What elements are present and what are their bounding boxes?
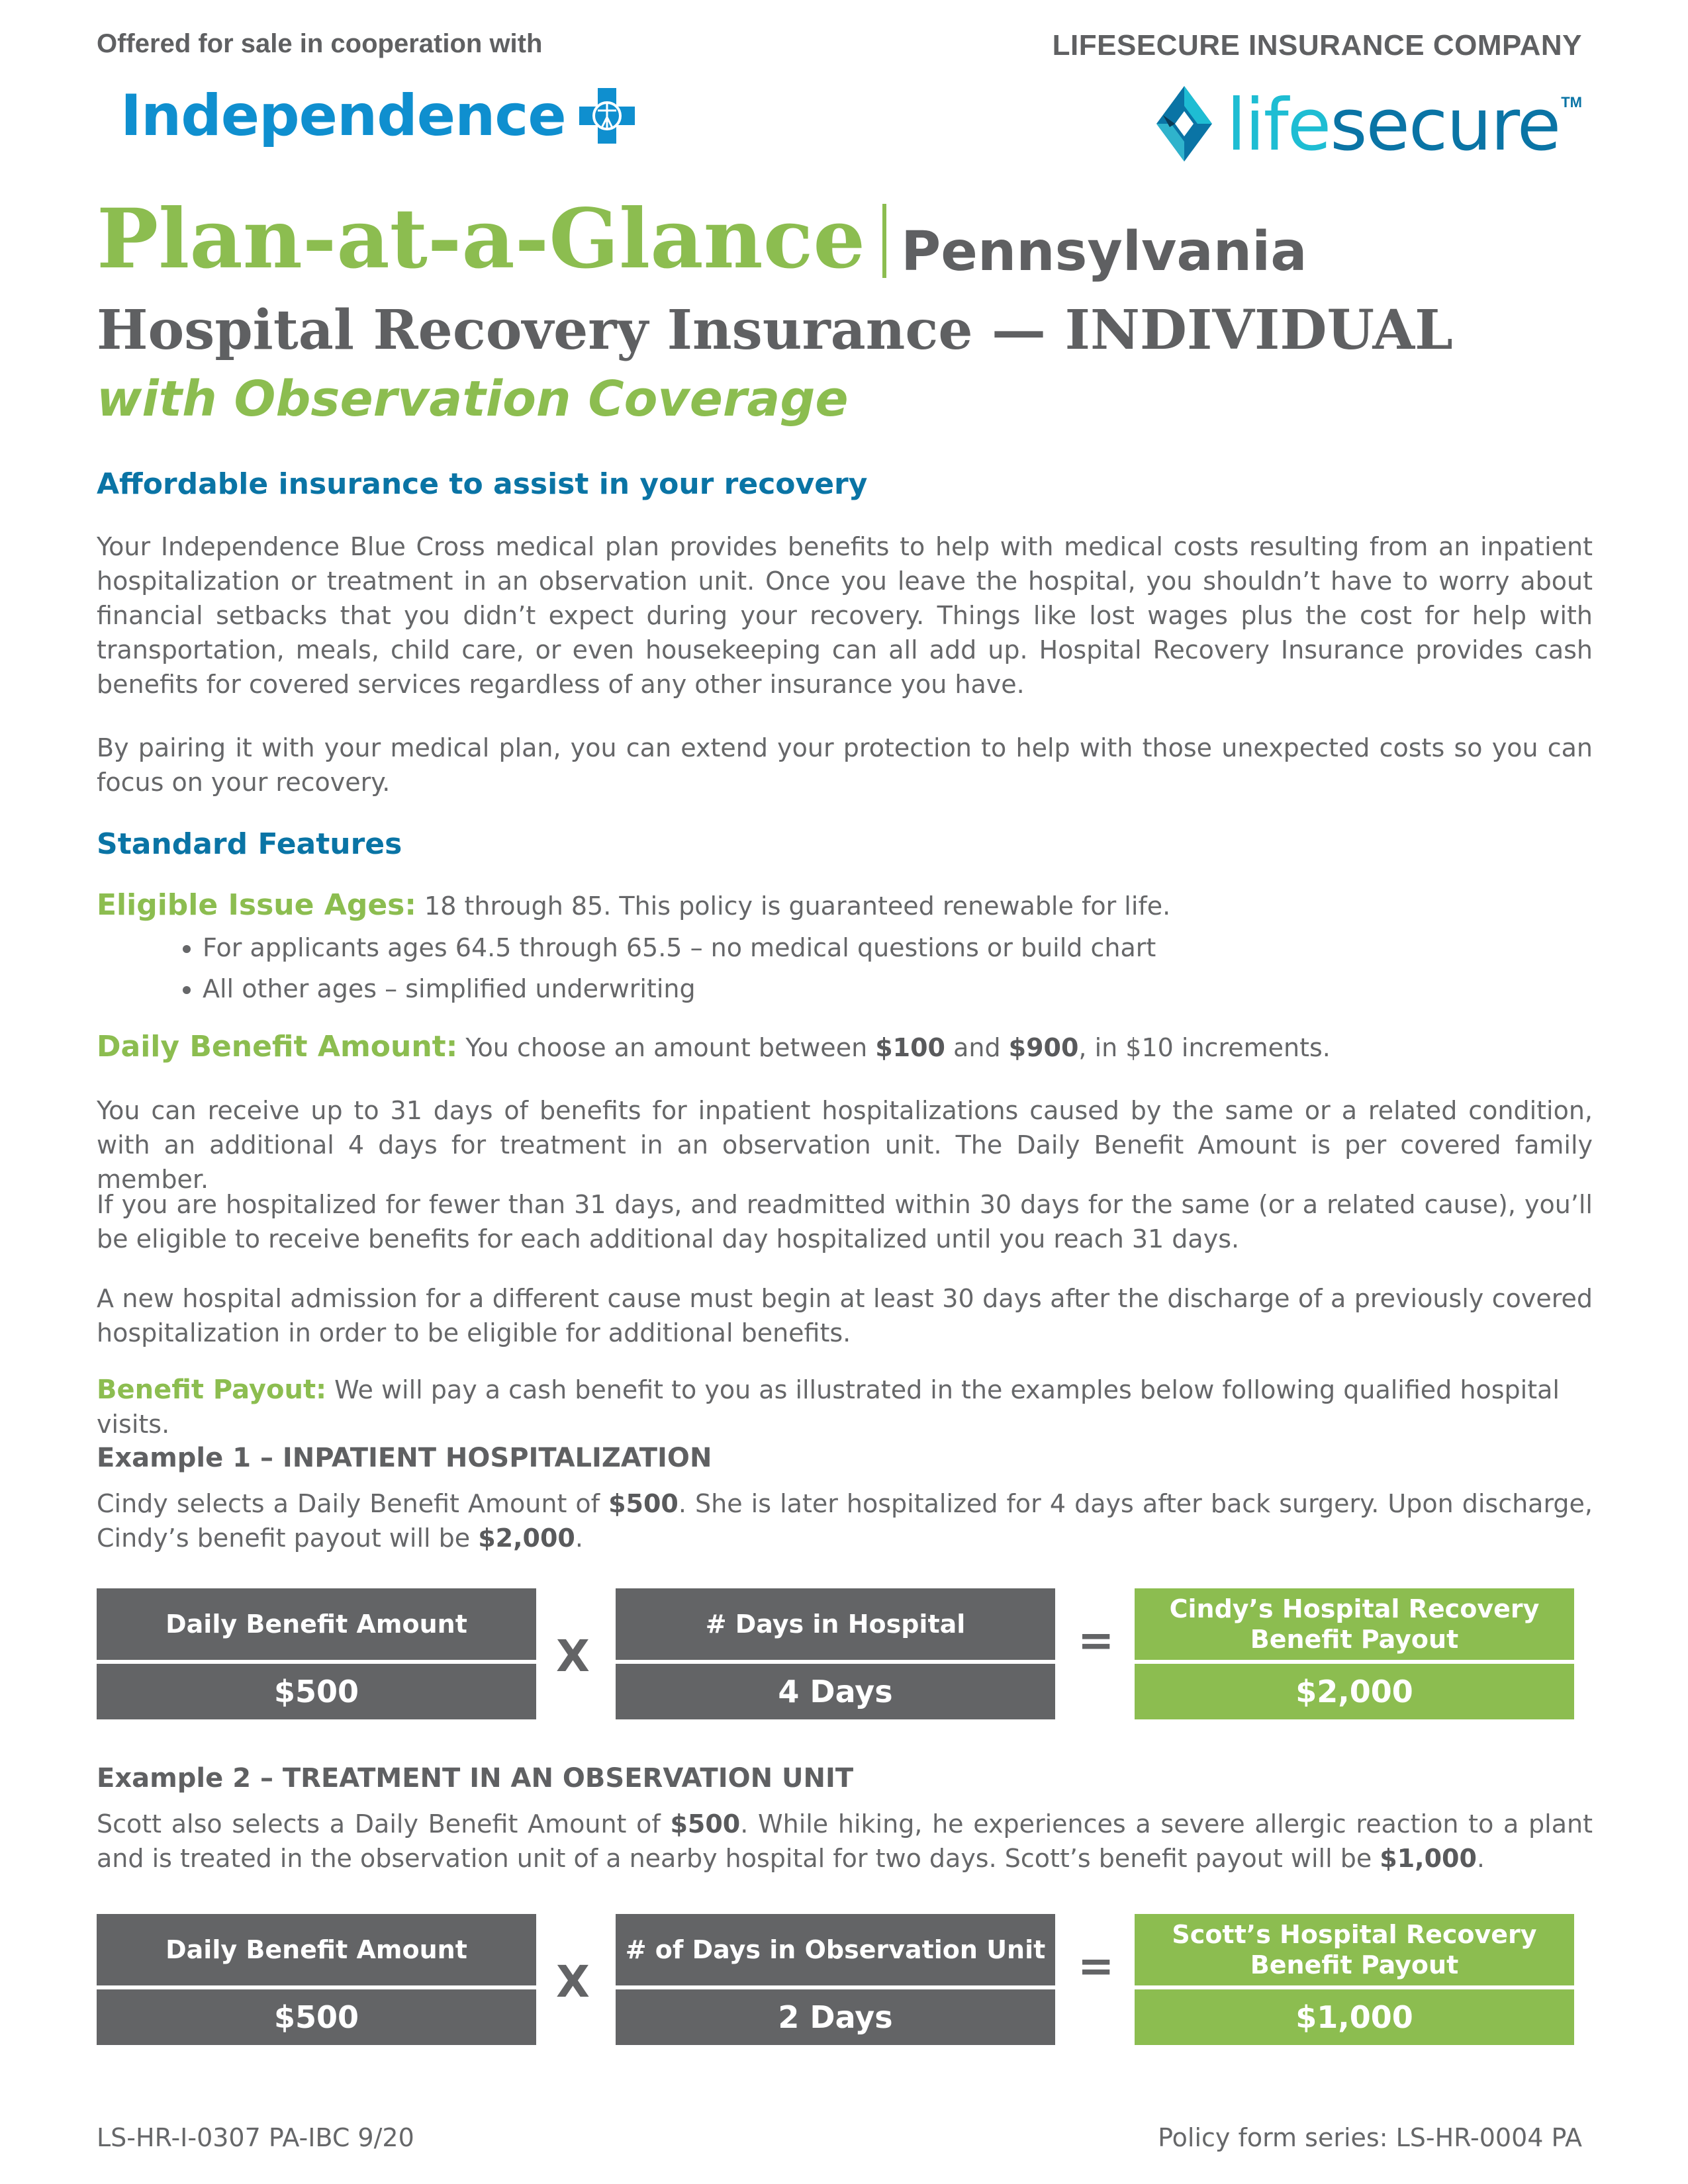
- box-label: Daily Benefit Amount: [97, 1588, 536, 1660]
- intro-paragraph-1-text: Your Independence Blue Cross medical plan provides benefits to help with medical costs resulting from an inpatient hospitalization or treatment in an observation unit. Once you leave the hospital, you shouldn’t have to worry about financial setbacks that you didn’t expect during your recovery. Things like lost wages plus the cost for help with transportation, meals, child care, or even housekeeping can all add up. Hospital Recovery Insurance provides cash benefits for covered services regardless of any other insurance you have.: [97, 532, 1593, 699]
- benefit-days-text: You can receive up to 31 days of benefits for inpatient hospitalizations caused by the same or a related condition, with an additional 4 days for treatment in an observation unit. The Daily Benefit Amount is per covered family member.: [97, 1096, 1593, 1194]
- box-label: Daily Benefit Amount: [97, 1914, 536, 1985]
- example-text: . While hiking, he experiences a severe allergic reaction to a plant and is treated in the observation unit of a nearby hospital for two days. Scott’s benefit payout will be: [97, 1809, 1593, 1873]
- intro-paragraph-1: [97, 529, 1593, 702]
- box-value: 2 Days: [616, 1989, 1055, 2045]
- benefit-payout-section: [97, 1373, 1593, 1441]
- page-title-row: [97, 191, 1307, 287]
- example-1-daily-benefit-box: [97, 1588, 536, 1719]
- title-divider: [882, 204, 886, 278]
- daily-benefit-text: and: [945, 1033, 1009, 1062]
- box-label: Cindy’s Hospital Recovery Benefit Payout: [1135, 1588, 1574, 1660]
- example-2-description: [97, 1807, 1593, 1876]
- example-amount: $500: [608, 1489, 679, 1518]
- lifesecure-diamond-icon: [1156, 86, 1212, 165]
- daily-benefit-label: Daily Benefit Amount:: [97, 1030, 458, 1064]
- example-2-days-box: [616, 1914, 1055, 2045]
- example-1-days-box: [616, 1588, 1055, 1719]
- box-label: Scott’s Hospital Recovery Benefit Payout: [1135, 1914, 1574, 1985]
- example-1-heading: Example 1 – INPATIENT HOSPITALIZATION: [97, 1443, 712, 1473]
- example-text: . She is later hospitalized for 4 days after back surgery. Upon discharge, Cindy’s benefit payout will be: [97, 1489, 1593, 1553]
- offered-in-cooperation-text: Offered for sale in cooperation with: [97, 29, 543, 58]
- daily-benefit-text: You choose an amount between: [457, 1033, 876, 1062]
- lifesecure-secure: secure: [1330, 83, 1560, 167]
- example-text: .: [575, 1524, 583, 1553]
- new-admission-text: A new hospital admission for a different cause must begin at least 30 days after the discharge of a previously covered hospitalization in order to be eligible for additional benefits.: [97, 1284, 1593, 1347]
- page-title: Plan-at-a-Glance: [97, 191, 866, 287]
- state-name: Pennsylvania: [901, 220, 1307, 283]
- intro-paragraph-2-text: By pairing it with your medical plan, you can extend your protection to help with those unexpected costs so you can focus on your recovery.: [97, 733, 1593, 797]
- example-text: .: [1476, 1844, 1485, 1873]
- intro-paragraph-2: [97, 731, 1593, 799]
- equals-sign: =: [1078, 1615, 1115, 1666]
- standard-features-heading: Standard Features: [97, 827, 402, 861]
- intro-heading: Affordable insurance to assist in your recovery: [97, 467, 868, 501]
- example-1-payout-box: [1135, 1588, 1574, 1719]
- box-value: $1,000: [1135, 1989, 1574, 2045]
- eligible-ages-list: [97, 927, 1593, 1009]
- trademark-mark: TM: [1561, 94, 1582, 111]
- equals-sign: =: [1078, 1940, 1115, 1991]
- box-value: 4 Days: [616, 1664, 1055, 1719]
- readmission-paragraph: [97, 1187, 1593, 1256]
- blue-cross-icon: [579, 88, 635, 144]
- independence-wordmark: Independence: [120, 83, 566, 149]
- box-label: # of Days in Observation Unit: [616, 1914, 1055, 1985]
- daily-benefit-max: $900: [1008, 1033, 1079, 1062]
- example-2-daily-benefit-box: [97, 1914, 536, 2045]
- example-amount: $500: [670, 1809, 741, 1839]
- eligible-ages-text: 18 through 85. This policy is guaranteed renewable for life.: [416, 891, 1171, 921]
- eligible-ages-section: [97, 888, 1593, 1009]
- company-name: LIFESECURE INSURANCE COMPANY: [1052, 29, 1582, 62]
- box-value: $500: [97, 1989, 536, 2045]
- benefit-days-paragraph: [97, 1093, 1593, 1197]
- lifesecure-logo: [1156, 83, 1582, 167]
- new-admission-paragraph: [97, 1281, 1593, 1350]
- example-2-payout-box: [1135, 1914, 1574, 2045]
- readmission-text: If you are hospitalized for fewer than 31 days, and readmitted within 30 days for the same (or a related cause), you’ll be eligible to receive benefits for each additional day hospitalized until you reach 31 days.: [97, 1190, 1593, 1253]
- daily-benefit-min: $100: [875, 1033, 945, 1062]
- multiply-sign: X: [556, 1956, 590, 2007]
- example-text: Scott also selects a Daily Benefit Amount of: [97, 1809, 671, 1839]
- policy-form-series: Policy form series: LS-HR-0004 PA: [1158, 2123, 1582, 2152]
- lifesecure-life: life: [1226, 83, 1331, 167]
- example-1-description: [97, 1486, 1593, 1555]
- lifesecure-wordmark: [1226, 83, 1560, 167]
- example-2-heading: Example 2 – TREATMENT IN AN OBSERVATION UNIT: [97, 1763, 854, 1794]
- list-item: • All other ages – simplified underwriting: [203, 968, 1593, 1009]
- box-value: $2,000: [1135, 1664, 1574, 1719]
- eligible-ages-label: Eligible Issue Ages:: [97, 888, 416, 922]
- box-value: $500: [97, 1664, 536, 1719]
- list-item: • For applicants ages 64.5 through 65.5 – no medical questions or build chart: [203, 927, 1593, 968]
- example-payout: $1,000: [1380, 1844, 1477, 1873]
- box-label: # Days in Hospital: [616, 1588, 1055, 1660]
- benefit-payout-label: Benefit Payout:: [97, 1375, 327, 1405]
- daily-benefit-section: [97, 1030, 1593, 1065]
- example-payout: $2,000: [478, 1524, 575, 1553]
- benefit-payout-text: We will pay a cash benefit to you as illustrated in the examples below following qualified hospital visits.: [97, 1375, 1560, 1439]
- independence-logo: [120, 83, 635, 149]
- product-title: Hospital Recovery Insurance — INDIVIDUAL: [97, 298, 1453, 362]
- product-subtitle: with Observation Coverage: [97, 371, 849, 428]
- example-text: Cindy selects a Daily Benefit Amount of: [97, 1489, 609, 1518]
- multiply-sign: X: [556, 1631, 590, 1682]
- form-number: LS-HR-I-0307 PA-IBC 9/20: [97, 2123, 414, 2152]
- daily-benefit-text: , in $10 increments.: [1078, 1033, 1331, 1062]
